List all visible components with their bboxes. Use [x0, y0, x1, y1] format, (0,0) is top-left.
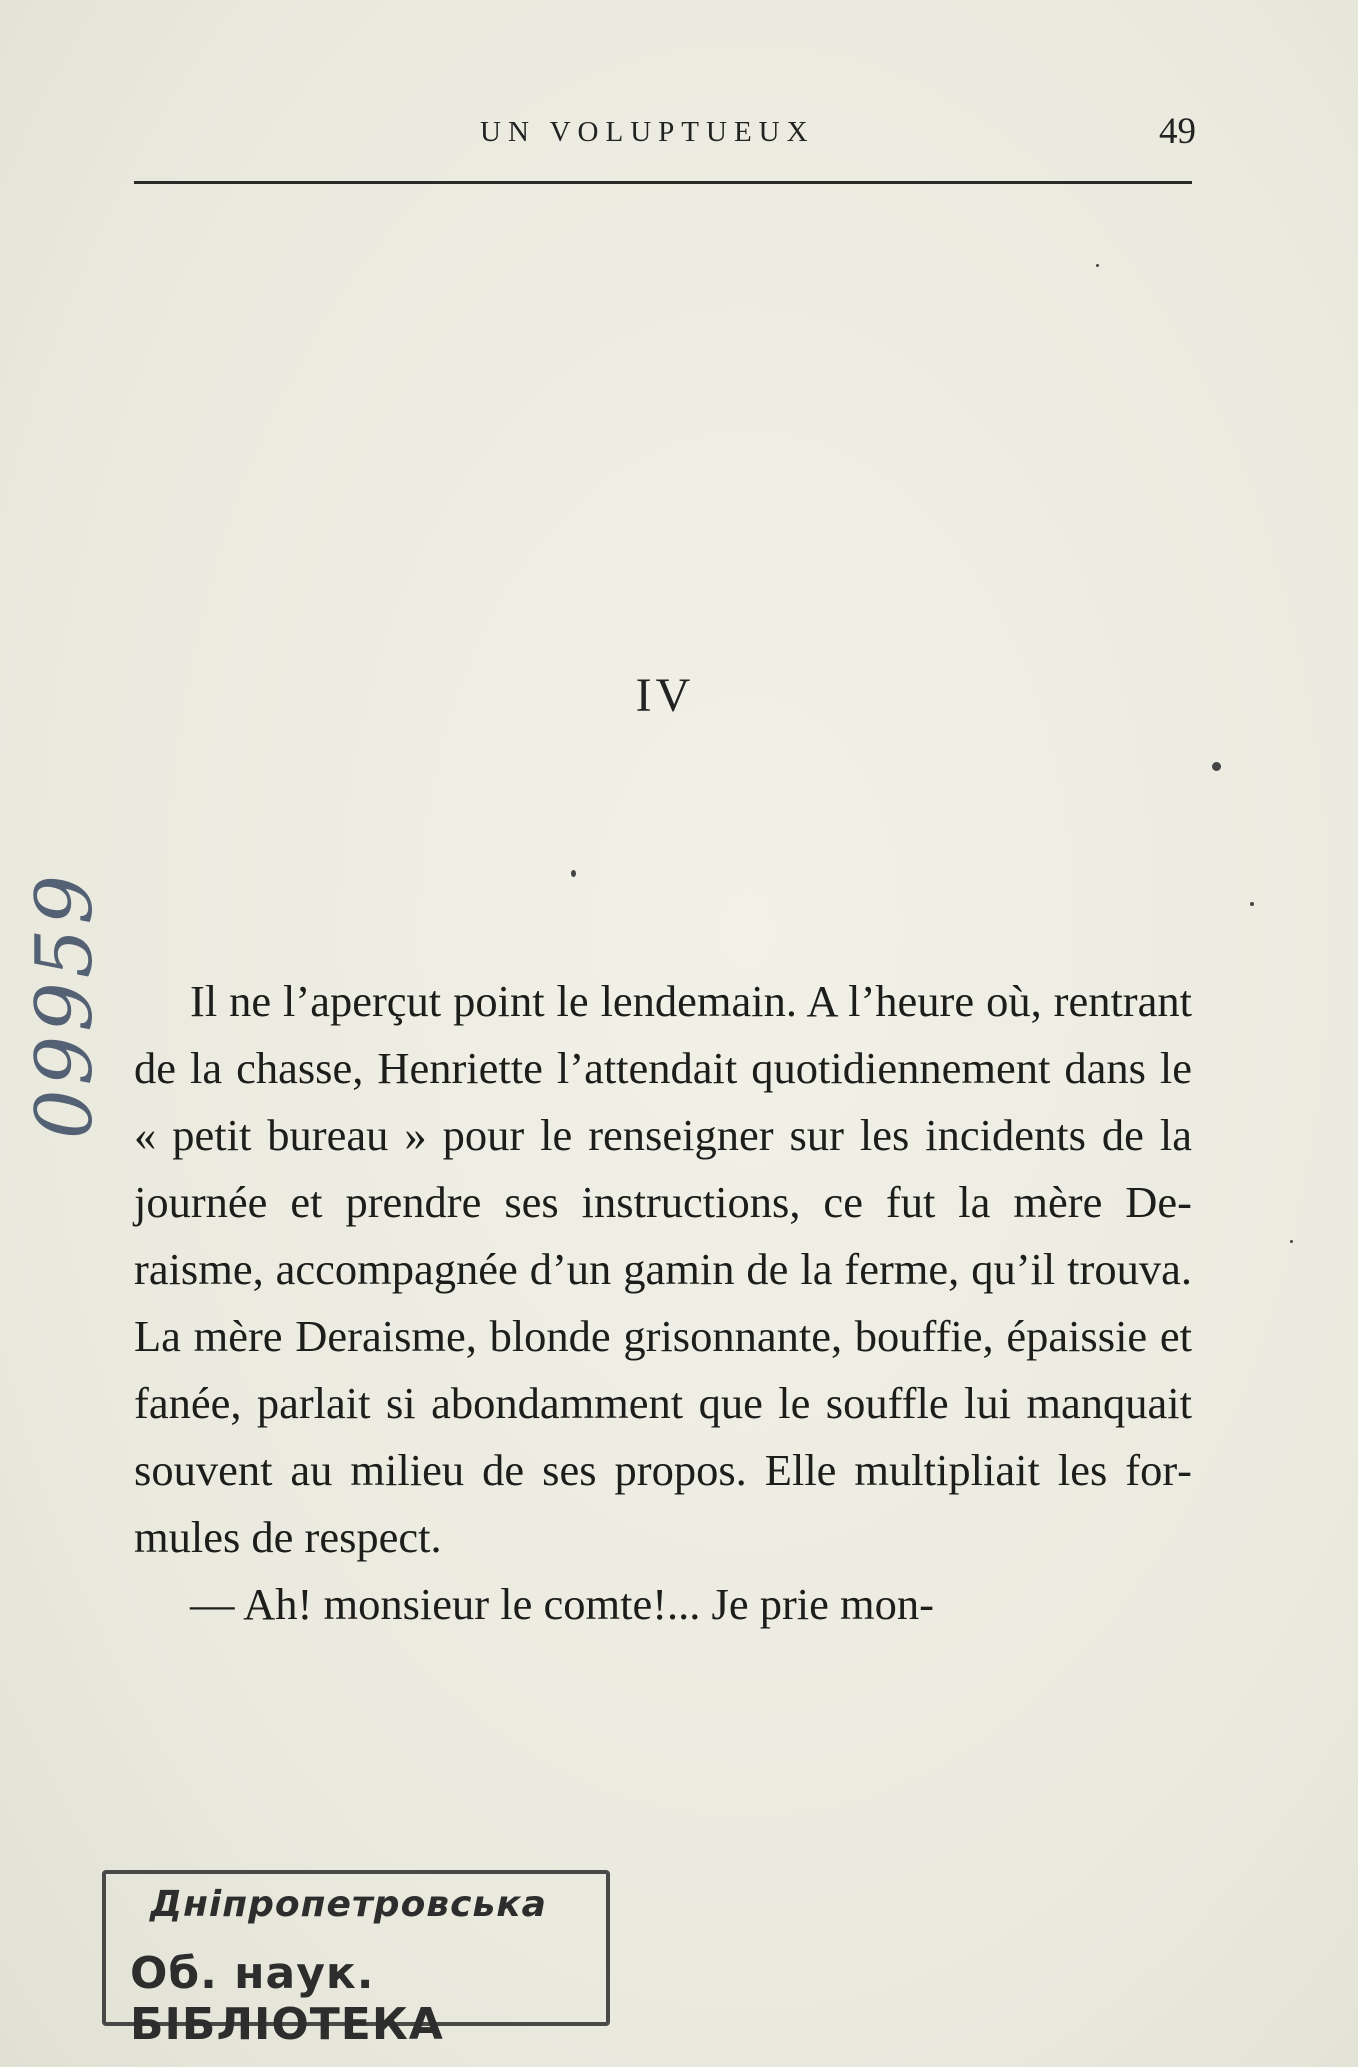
handwritten-inventory-number: 09959 [20, 870, 110, 1140]
header-rule [134, 181, 1192, 184]
running-title: UN VOLUPTUEUX [480, 116, 815, 148]
stamp-line-1: Дніпропетровська [150, 1884, 547, 1925]
paragraph-1: Il ne l’aperçut point le lendemain. A l’heure où, rentrant de la chasse, Henriette l’attendait quotidiennement dans le « petit bureau » pour le renseigner sur les incidents de la journée et prendre ses instructions, ce fut la mère Deraisme, accompagnée d’un gamin de la ferme, qu’il trouva. La mère Deraisme, blonde grisonnante, bouffie, épaissie et fanée, parlait si abondamment que le souffle lui manquait souvent au milieu de ses propos. Elle multipliait les formules de respect. [134, 976, 1192, 1562]
paper-speck [571, 870, 576, 877]
paper-speck [1096, 264, 1099, 267]
body-text [134, 968, 1192, 1638]
page-number: 49 [1159, 111, 1196, 152]
chapter-number: IV [635, 669, 695, 722]
stamp-line-2: Об. наук. БІБЛІОТЕКА [130, 1948, 444, 2050]
paper-speck [1212, 762, 1221, 771]
paragraph-2: — Ah! monsieur le comte!... Je prie mon- [190, 1579, 934, 1629]
library-stamp [102, 1870, 614, 2050]
paper-speck [1290, 1240, 1293, 1243]
paper-speck [1250, 902, 1254, 906]
